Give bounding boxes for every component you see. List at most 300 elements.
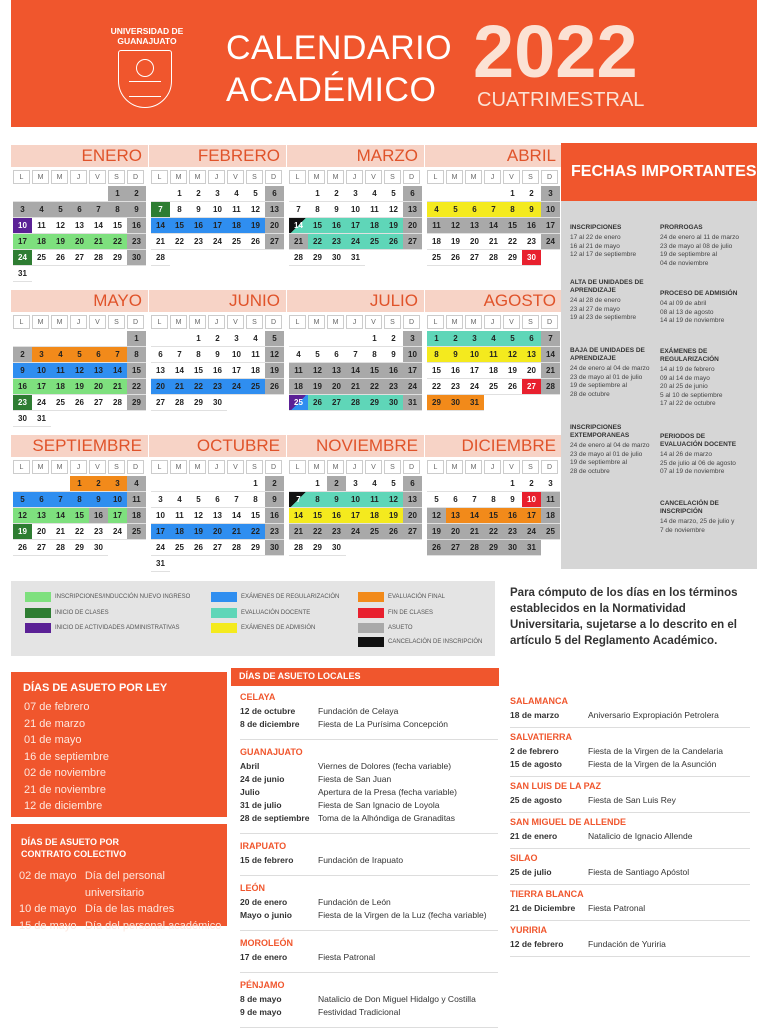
legend-item <box>358 637 482 647</box>
day-cell: 8 <box>484 492 503 508</box>
title-line-2: ACADÉMICO <box>226 71 437 109</box>
weekday-label: V <box>89 460 106 474</box>
local-holiday-row <box>510 795 676 805</box>
holiday-name: Fiesta de la Virgen de la Luz (fecha variable) <box>318 910 487 920</box>
local-holiday-row <box>240 774 391 784</box>
evaluacion-heading-line: EVALUACIÓN DOCENTE <box>660 441 737 448</box>
legend-item <box>358 592 445 602</box>
day-cell: 15 <box>484 508 503 524</box>
day-cell: 8 <box>365 347 384 363</box>
empty-cell <box>427 186 446 202</box>
day-cell: 14 <box>289 508 308 524</box>
extemp-dates <box>570 442 650 476</box>
city-name: PÉNJAMO <box>240 980 285 990</box>
extemp-heading-line: INSCRIPCIONES <box>570 424 622 431</box>
day-cell: 19 <box>446 234 465 250</box>
weekday-label: L <box>13 460 30 474</box>
weekday-label: S <box>246 460 263 474</box>
day-cell: 21 <box>170 379 189 395</box>
day-cell: 19 <box>384 508 403 524</box>
day-cell: 18 <box>484 363 503 379</box>
legend-item <box>25 592 190 602</box>
week-row <box>427 234 560 250</box>
day-cell: 30 <box>127 250 146 266</box>
alta-heading-line: APRENDIZAJE <box>570 287 616 294</box>
holiday-date: 20 de enero <box>240 897 288 907</box>
weekday-label: M <box>32 170 49 184</box>
day-cell: 14 <box>170 363 189 379</box>
contrato-date: 15 de mayo <box>19 919 77 932</box>
contrato-desc: Día del personal académico <box>85 919 222 932</box>
day-cell: 27 <box>32 540 51 556</box>
weekday-label: M <box>446 170 463 184</box>
day-cell: 22 <box>108 234 127 250</box>
week-row <box>427 331 560 347</box>
local-holiday-row <box>240 1007 400 1017</box>
day-cell: 19 <box>265 363 284 379</box>
day-cell: 15 <box>70 508 89 524</box>
baja-date: 24 de enero al 04 de marzo <box>570 365 650 372</box>
empty-cell <box>170 476 189 492</box>
day-cell: 26 <box>427 540 446 556</box>
day-cell: 21 <box>289 524 308 540</box>
day-cell: 20 <box>151 379 170 395</box>
day-cell: 17 <box>522 508 541 524</box>
day-cell: 20 <box>327 379 346 395</box>
holiday-date: 2 de febrero <box>510 746 559 756</box>
weekday-label: J <box>208 170 225 184</box>
admision-heading-line: PROCESO DE ADMISIÓN <box>660 290 738 297</box>
weekday-header <box>289 315 422 331</box>
day-cell: 3 <box>32 347 51 363</box>
week-row <box>289 492 422 508</box>
day-cell: 12 <box>265 347 284 363</box>
day-cell: 7 <box>289 492 308 508</box>
separator <box>510 812 750 813</box>
day-cell: 19 <box>51 234 70 250</box>
weekday-label: D <box>403 170 420 184</box>
baja-date: 28 de octubre <box>570 390 610 398</box>
day-cell: 19 <box>13 524 32 540</box>
asueto-ley-date: 21 de marzo <box>24 717 86 730</box>
inscripciones-heading-line: INSCRIPCIONES <box>570 224 622 231</box>
alta-date: 19 al 23 de septiembre <box>570 314 637 321</box>
day-cell: 15 <box>127 363 146 379</box>
separator <box>240 875 498 876</box>
day-cell: 29 <box>365 395 384 411</box>
day-cell: 26 <box>51 250 70 266</box>
day-cell: 25 <box>51 395 70 411</box>
empty-cell <box>51 476 70 492</box>
month-diciembre <box>427 435 560 556</box>
week-row <box>151 524 284 540</box>
week-row <box>289 540 422 556</box>
fechas-title: FECHAS IMPORTANTES <box>561 143 757 201</box>
weekday-label: V <box>89 170 106 184</box>
day-cell: 22 <box>427 379 446 395</box>
day-cell: 4 <box>170 492 189 508</box>
day-cell: 21 <box>346 379 365 395</box>
day-cell: 11 <box>365 202 384 218</box>
day-cell: 31 <box>32 411 51 427</box>
day-cell: 24 <box>227 379 246 395</box>
day-cell: 16 <box>522 218 541 234</box>
day-cell: 29 <box>70 540 89 556</box>
separator <box>240 1027 498 1028</box>
week-row <box>151 476 284 492</box>
asueto-ley-date: 12 de diciembre <box>24 800 103 812</box>
day-cell: 10 <box>465 347 484 363</box>
legend-item <box>211 592 339 602</box>
weekday-label: V <box>365 460 382 474</box>
empty-cell <box>308 331 327 347</box>
month-agosto <box>427 290 560 411</box>
day-cell: 18 <box>127 508 146 524</box>
holiday-name: Fiesta de la Virgen de la Candelaria <box>588 746 723 756</box>
day-cell: 12 <box>384 492 403 508</box>
day-cell: 27 <box>522 379 541 395</box>
day-cell: 15 <box>108 218 127 234</box>
day-cell: 17 <box>151 524 170 540</box>
day-cell: 23 <box>127 234 146 250</box>
day-cell: 3 <box>541 186 560 202</box>
local-holiday-row <box>510 759 716 769</box>
day-cell: 27 <box>403 234 422 250</box>
month-name: OCTUBRE <box>149 435 286 457</box>
weekday-label: J <box>484 170 501 184</box>
admision-dates <box>660 300 724 326</box>
day-cell: 6 <box>70 202 89 218</box>
day-cell: 16 <box>327 218 346 234</box>
day-cell: 6 <box>89 347 108 363</box>
day-cell: 9 <box>327 492 346 508</box>
day-cell: 23 <box>384 379 403 395</box>
holiday-date: 15 de agosto <box>510 759 562 769</box>
day-cell: 12 <box>446 218 465 234</box>
day-cell: 22 <box>503 234 522 250</box>
month-name: MARZO <box>287 145 424 167</box>
day-cell: 1 <box>427 331 446 347</box>
day-cell: 22 <box>308 234 327 250</box>
month-name: JUNIO <box>149 290 286 312</box>
weekday-label: M <box>308 460 325 474</box>
empty-cell <box>89 186 108 202</box>
subtitle: CUATRIMESTRAL <box>477 89 645 111</box>
city-name: SALVATIERRA <box>510 732 572 742</box>
day-cell: 18 <box>365 218 384 234</box>
weekday-label: D <box>265 460 282 474</box>
holiday-date: 8 de diciembre <box>240 719 300 729</box>
day-cell: 15 <box>503 218 522 234</box>
weekday-label: M <box>465 170 482 184</box>
month-name: MAYO <box>11 290 148 312</box>
day-cell: 27 <box>446 540 465 556</box>
alta-heading <box>570 279 644 295</box>
weekday-header <box>427 460 560 476</box>
holiday-date: 25 de agosto <box>510 795 562 805</box>
holiday-name: Natalicio de Ignacio Allende <box>588 831 693 841</box>
day-cell: 15 <box>246 508 265 524</box>
day-cell: 9 <box>522 202 541 218</box>
week-row <box>289 363 422 379</box>
day-cell: 16 <box>13 379 32 395</box>
day-cell: 12 <box>51 218 70 234</box>
separator <box>240 930 498 931</box>
legend-swatch <box>358 608 384 618</box>
holiday-name: Toma de la Alhóndiga de Granaditas <box>318 813 456 823</box>
legend-item <box>211 608 310 618</box>
day-cell: 7 <box>541 331 560 347</box>
weekday-label: V <box>503 315 520 329</box>
holiday-date: 12 de febrero <box>510 939 564 949</box>
city-name: YURIRIA <box>510 925 548 935</box>
weekday-label: V <box>227 315 244 329</box>
day-cell: 3 <box>403 331 422 347</box>
weekday-label: L <box>427 170 444 184</box>
week-row <box>151 331 284 347</box>
week-row <box>151 540 284 556</box>
day-cell: 15 <box>170 218 189 234</box>
city-name: SALAMANCA <box>510 696 568 706</box>
weekday-header <box>151 170 284 186</box>
weekday-label: S <box>384 170 401 184</box>
week-row <box>151 202 284 218</box>
empty-cell <box>70 186 89 202</box>
day-cell: 1 <box>127 331 146 347</box>
day-cell: 1 <box>108 186 127 202</box>
day-cell: 10 <box>32 363 51 379</box>
week-row <box>13 411 146 427</box>
month-abril <box>427 145 560 266</box>
day-cell: 27 <box>208 540 227 556</box>
day-cell: 28 <box>346 395 365 411</box>
day-cell: 26 <box>265 379 284 395</box>
day-cell: 17 <box>465 363 484 379</box>
day-cell: 28 <box>89 250 108 266</box>
holiday-name: Fundación de Celaya <box>318 706 399 716</box>
day-cell: 23 <box>208 379 227 395</box>
day-cell: 1 <box>503 186 522 202</box>
day-cell: 3 <box>227 331 246 347</box>
legend-label: ASUETO <box>388 625 413 631</box>
evaluacion-date: 14 al 26 de marzo <box>660 451 713 458</box>
day-cell: 12 <box>308 363 327 379</box>
day-cell: 28 <box>170 395 189 411</box>
empty-cell <box>346 331 365 347</box>
week-row <box>289 186 422 202</box>
day-cell: 20 <box>89 379 108 395</box>
day-cell: 23 <box>327 234 346 250</box>
day-cell: 3 <box>208 186 227 202</box>
day-cell: 16 <box>327 508 346 524</box>
week-row <box>151 218 284 234</box>
day-cell: 14 <box>346 363 365 379</box>
weekday-label: M <box>51 170 68 184</box>
extemp-date: 19 de septiembre al <box>570 459 628 466</box>
legend-label: EXÁMENES DE ADMISIÓN <box>241 625 316 631</box>
day-cell: 19 <box>70 379 89 395</box>
city-name: SAN MIGUEL DE ALLENDE <box>510 817 627 827</box>
day-cell: 7 <box>108 347 127 363</box>
holiday-date: Abril <box>240 761 260 771</box>
university-crest-icon <box>118 50 172 108</box>
day-cell: 26 <box>246 234 265 250</box>
prorrogas-date: 24 de enero al 11 de marzo <box>660 234 740 241</box>
day-cell: 18 <box>365 508 384 524</box>
day-cell: 4 <box>484 331 503 347</box>
day-cell: 14 <box>484 218 503 234</box>
day-cell: 28 <box>151 250 170 266</box>
day-cell: 22 <box>484 524 503 540</box>
day-cell: 31 <box>346 250 365 266</box>
week-row <box>151 347 284 363</box>
city-name: TIERRA BLANCA <box>510 889 584 899</box>
day-cell: 27 <box>465 250 484 266</box>
week-row <box>289 331 422 347</box>
weekday-label: J <box>208 315 225 329</box>
day-cell: 4 <box>32 202 51 218</box>
regularizacion-heading-line: EXÁMENES DE <box>660 348 708 355</box>
day-cell: 29 <box>108 250 127 266</box>
empty-cell <box>465 476 484 492</box>
day-cell: 11 <box>127 492 146 508</box>
baja-dates <box>570 365 650 399</box>
day-cell: 8 <box>503 202 522 218</box>
holiday-name: Fundación de Yuriria <box>588 939 666 949</box>
week-row <box>151 556 284 572</box>
legend-swatch <box>211 608 237 618</box>
weekday-label: D <box>265 170 282 184</box>
day-cell: 19 <box>384 218 403 234</box>
day-cell: 26 <box>384 234 403 250</box>
day-cell: 17 <box>108 508 127 524</box>
holiday-name: Fiesta de San Luis Rey <box>588 795 676 805</box>
day-cell: 8 <box>108 202 127 218</box>
empty-cell <box>170 331 189 347</box>
day-cell: 27 <box>403 524 422 540</box>
week-row <box>289 524 422 540</box>
day-cell: 15 <box>189 363 208 379</box>
local-holiday-row <box>240 813 455 823</box>
week-row <box>427 508 560 524</box>
holiday-date: 21 de Diciembre <box>510 903 576 913</box>
day-cell: 19 <box>503 363 522 379</box>
day-cell: 10 <box>403 347 422 363</box>
baja-date: 23 de mayo al 01 de julio <box>570 373 643 381</box>
day-cell: 9 <box>446 347 465 363</box>
holiday-name: Fiesta de San Juan <box>318 774 392 784</box>
day-cell: 6 <box>265 186 284 202</box>
month-name: NOVIEMBRE <box>287 435 424 457</box>
weekday-label: D <box>541 315 558 329</box>
weekday-label: D <box>403 460 420 474</box>
day-cell: 3 <box>346 476 365 492</box>
baja-heading-line: BAJA DE UNIDADES DE <box>570 347 645 354</box>
local-holiday-row <box>240 994 476 1004</box>
contrato-desc: Día del personal universitario <box>84 870 165 899</box>
day-cell: 30 <box>503 540 522 556</box>
day-cell: 5 <box>384 186 403 202</box>
day-cell: 2 <box>265 476 284 492</box>
weekday-label: M <box>446 315 463 329</box>
day-cell: 10 <box>227 347 246 363</box>
local-holiday-row <box>240 761 451 771</box>
asueto-ley-box <box>11 672 227 817</box>
legend-swatch <box>211 592 237 602</box>
day-cell: 29 <box>246 540 265 556</box>
day-cell: 20 <box>522 363 541 379</box>
weekday-header <box>151 315 284 331</box>
legend-swatch <box>358 623 384 633</box>
evaluacion-heading <box>660 433 736 449</box>
weekday-label: M <box>446 460 463 474</box>
weekday-label: V <box>503 460 520 474</box>
holiday-name: Festividad Tradicional <box>318 1007 401 1017</box>
week-row <box>427 492 560 508</box>
alta-date: 23 al 27 de mayo <box>570 305 620 313</box>
legend-label: EVALUACIÓN FINAL <box>388 594 445 600</box>
regularizacion-date: 14 al 19 de febrero <box>660 366 715 373</box>
day-cell: 11 <box>541 492 560 508</box>
alta-heading-line: ALTA DE UNIDADES DE <box>570 279 644 286</box>
week-row <box>427 347 560 363</box>
week-row <box>427 540 560 556</box>
empty-cell <box>289 476 308 492</box>
week-row <box>427 379 560 395</box>
day-cell: 26 <box>384 524 403 540</box>
evaluacion-heading-line: PERIODOS DE <box>660 433 706 440</box>
day-cell: 2 <box>89 476 108 492</box>
day-cell: 10 <box>13 218 32 234</box>
legend-label: INICIO DE ACTIVIDADES ADMINISTRATIVAS <box>55 625 180 631</box>
day-cell: 11 <box>51 363 70 379</box>
day-cell: 7 <box>227 492 246 508</box>
day-cell: 11 <box>365 492 384 508</box>
day-cell: 25 <box>246 379 265 395</box>
holiday-date: 28 de septiembre <box>240 813 310 823</box>
day-cell: 13 <box>403 492 422 508</box>
week-row <box>151 250 284 266</box>
day-cell: 8 <box>189 347 208 363</box>
local-holiday-row <box>510 746 723 756</box>
day-cell: 30 <box>208 395 227 411</box>
weekday-label: M <box>327 170 344 184</box>
day-cell: 5 <box>265 331 284 347</box>
day-cell: 25 <box>365 234 384 250</box>
day-cell: 9 <box>13 363 32 379</box>
day-cell: 29 <box>427 395 446 411</box>
day-cell: 16 <box>446 363 465 379</box>
day-cell: 29 <box>484 540 503 556</box>
weekday-label: M <box>327 460 344 474</box>
week-row <box>13 331 146 347</box>
day-cell: 20 <box>208 524 227 540</box>
prorrogas-date: 04 de noviembre <box>660 259 709 267</box>
empty-cell <box>32 476 51 492</box>
day-cell: 6 <box>327 347 346 363</box>
day-cell: 28 <box>289 250 308 266</box>
weekday-label: L <box>151 170 168 184</box>
day-cell: 6 <box>208 492 227 508</box>
week-row <box>151 363 284 379</box>
empty-cell <box>289 186 308 202</box>
day-cell: 6 <box>465 202 484 218</box>
weekday-label: V <box>227 170 244 184</box>
day-cell: 18 <box>170 524 189 540</box>
day-cell: 24 <box>208 234 227 250</box>
day-cell: 1 <box>70 476 89 492</box>
inscripciones-date: 16 al 21 de mayo <box>570 242 620 250</box>
